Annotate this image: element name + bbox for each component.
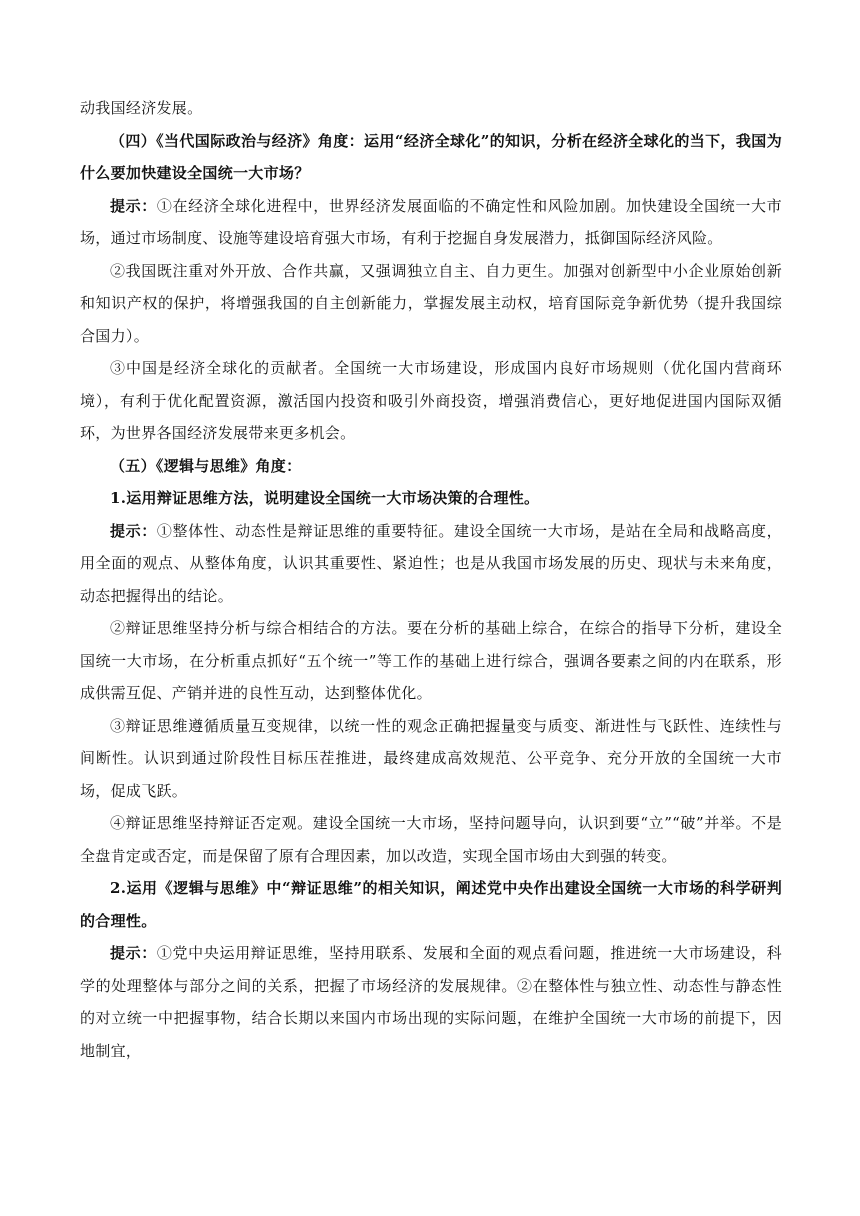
tip-paragraph (80, 190, 782, 255)
tip-label: 提示： (110, 521, 157, 540)
tip-label: 提示： (110, 944, 157, 962)
paragraph-continuation: 动我国经济发展。 (80, 99, 203, 117)
question-1: 1.运用辩证思维方法，说明建设全国统一大市场决策的合理性。 (110, 489, 540, 507)
tip-text: ①在经济全球化进程中，世界经济发展面临的不确定性和风险加剧。加快建设全国统一大市场，通过市场制度、设施等建设培育强大市场，有利于挖掘自身发展潜力，抵御国际经济风险。 (80, 196, 782, 247)
tip-paragraph (80, 937, 782, 1067)
tip-paragraph: ④辩证思维坚持辩证否定观。建设全国统一大市场，坚持问题导向，认识到要“立”“破”并举。不是全盘肯定或否定，而是保留了原有合理因素，加以改造，实现全国市场由大到强的转变。 (80, 814, 782, 865)
tip-text: ①党中央运用辩证思维，坚持用联系、发展和全面的观点看问题，推进统一大市场建设，科学的处理整体与部分之间的关系，把握了市场经济的发展规律。②在整体性与独立性、动态性与静态性的对立统一中把握事物，结合长期以来国内市场出现的实际问题，在维护全国统一大市场的前提下，因地制宜， (80, 944, 782, 1060)
tip-paragraph (80, 515, 782, 613)
tip-text: ①整体性、动态性是辩证思维的重要特征。建设全国统一大市场，是站在全局和战略高度，用全面的观点、从整体角度，认识其重要性、紧迫性；也是从我国市场发展的历史、现状与未来角度，动态把握得出的结论。 (80, 521, 782, 605)
section-heading-5: （五）《逻辑与思维》角度： (110, 456, 302, 475)
question-2: 2.运用《逻辑与思维》中“辩证思维”的相关知识，阐述党中央作出建设全国统一大市场的科学研判的合理性。 (80, 879, 782, 930)
document-page (80, 92, 782, 1067)
tip-paragraph: ③中国是经济全球化的贡献者。全国统一大市场建设，形成国内良好市场规则（优化国内营商环境），有利于优化配置资源，激活国内投资和吸引外商投资，增强消费信心，更好地促进国内国际双循环，为世界各国经济发展带来更多机会。 (80, 359, 782, 442)
section-heading-4: （四）《当代国际政治与经济》角度：运用“经济全球化”的知识，分析在经济全球化的当下，我国为什么要加快建设全国统一大市场？ (80, 131, 782, 182)
tip-label: 提示： (110, 196, 157, 215)
tip-paragraph: ②我国既注重对外开放、合作共赢，又强调独立自主、自力更生。加强对创新型中小企业原始创新和知识产权的保护，将增强我国的自主创新能力，掌握发展主动权，培育国际竞争新优势（提升我国综合国力）。 (80, 261, 782, 345)
tip-paragraph: ③辩证思维遵循质量互变规律，以统一性的观念正确把握量变与质变、渐进性与飞跃性、连续性与间断性。认识到通过阶段性目标压茬推进，最终建成高效规范、公平竞争、充分开放的全国统一大市场，促成飞跃。 (80, 716, 782, 800)
tip-paragraph: ②辩证思维坚持分析与综合相结合的方法。要在分析的基础上综合，在综合的指导下分析，建设全国统一大市场，在分析重点抓好“五个统一”等工作的基础上进行综合，强调各要素之间的内在联系，形成供需互促、产销并进的良性互动，达到整体优化。 (80, 619, 782, 702)
